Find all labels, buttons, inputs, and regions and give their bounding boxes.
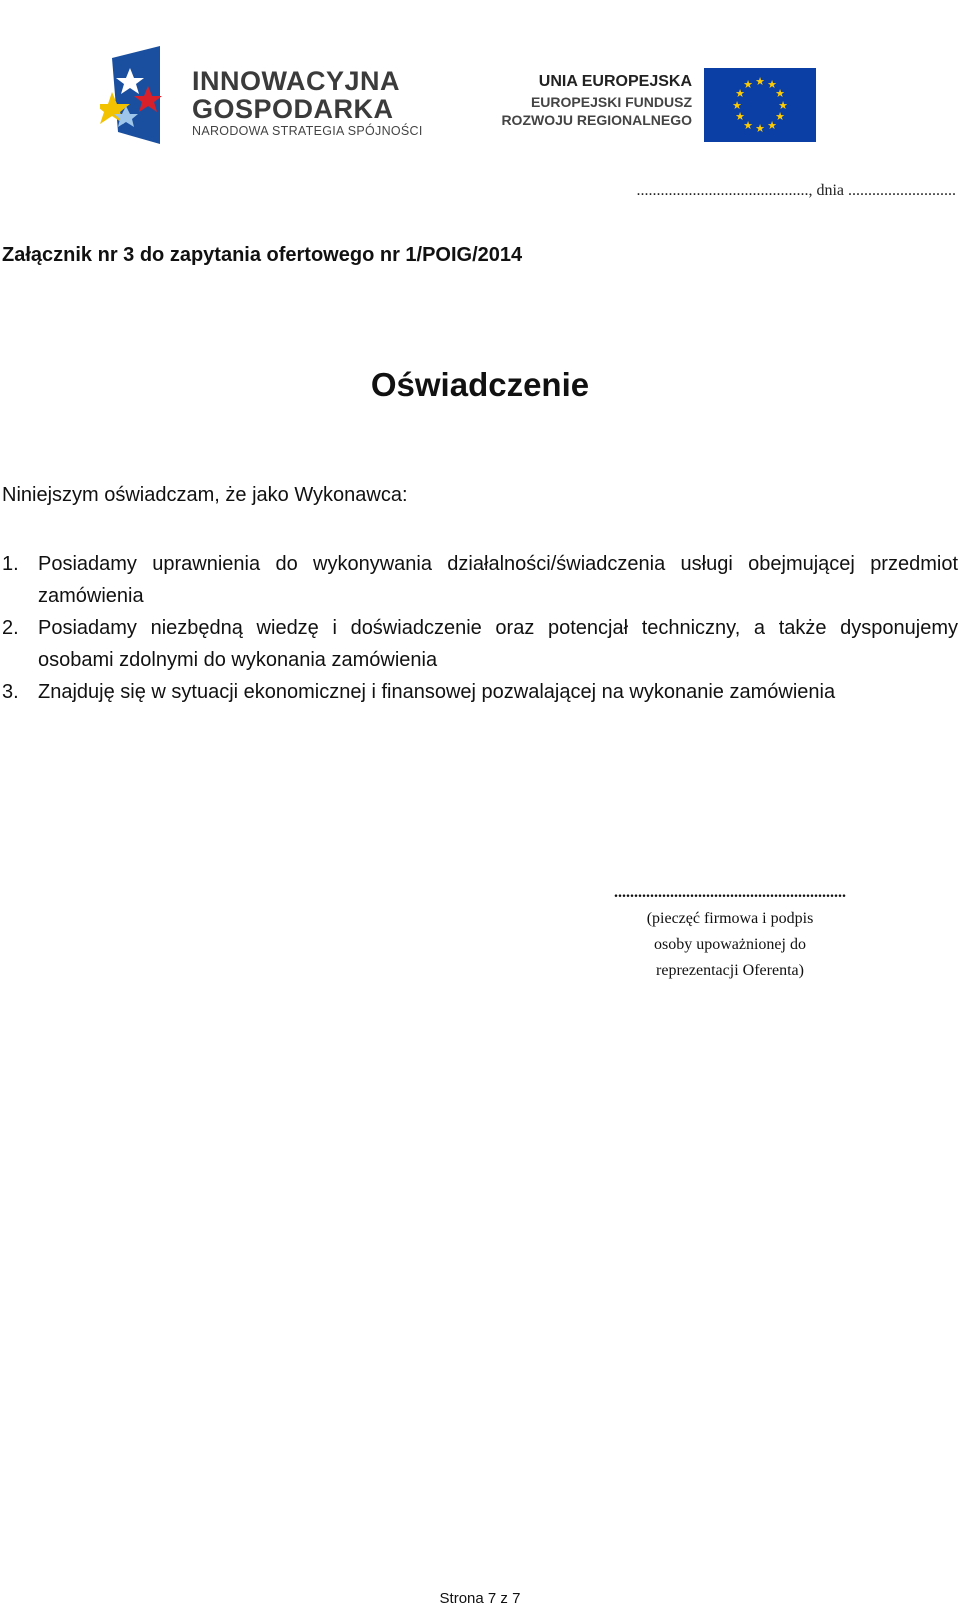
signature-caption-line2: osoby upoważnionej do [654, 936, 806, 953]
svg-text:★: ★ [743, 78, 753, 91]
signature-block [560, 884, 900, 984]
logo-ig-line3: NARODOWA STRATEGIA SPÓJNOŚCI [192, 124, 423, 138]
svg-text:★: ★ [775, 110, 785, 123]
unia-europejska-logo [501, 68, 824, 148]
item-number: 3. [2, 681, 19, 703]
annex-title: Załącznik nr 3 do zapytania ofertowego nr 1/POIG/2014 [2, 244, 523, 266]
svg-text:★: ★ [743, 119, 753, 132]
logo-ue-line1: UNIA EUROPEJSKA [538, 73, 692, 90]
item-text: Posiadamy niezbędną wiedzę i doświadczenie oraz potencjał techniczny, a także dysponujemy osobami zdolnymi do wykonania zamówienia [38, 617, 958, 671]
svg-text:★: ★ [732, 99, 742, 112]
document-title: Oświadczenie [370, 366, 590, 403]
place-date-line: ..........................................., dnia ........................... [636, 182, 956, 199]
item-number: 2. [2, 617, 19, 639]
declaration-item-1 [2, 548, 958, 612]
item-number: 1. [2, 553, 19, 575]
logo-ig-line2: GOSPODARKA [192, 94, 394, 124]
page-number: Strona 7 z 7 [439, 1590, 521, 1607]
svg-text:★: ★ [755, 75, 765, 88]
svg-text:★: ★ [735, 110, 745, 123]
signature-caption-line3: reprezentacji Oferenta) [656, 962, 804, 979]
svg-text:★: ★ [778, 99, 788, 112]
item-text: Posiadamy uprawnienia do wykonywania działalności/świadczenia usługi obejmującej przedmiot zamówienia [38, 553, 958, 607]
item-text: Znajduję się w sytuacji ekonomicznej i finansowej pozwalającej na wykonanie zamówienia [38, 681, 836, 703]
svg-text:★: ★ [755, 122, 765, 135]
svg-text:★: ★ [735, 87, 745, 100]
signature-line: .......................................................... [614, 884, 846, 901]
innowacyjna-gospodarka-emblem-icon [100, 46, 164, 146]
eu-flag-icon [704, 68, 816, 142]
logo-ue-line2: EUROPEJSKI FUNDUSZ [530, 94, 692, 110]
svg-text:★: ★ [767, 119, 777, 132]
logo-ue-line3: ROZWOJU REGIONALNEGO [501, 112, 692, 128]
svg-text:★: ★ [767, 78, 777, 91]
intro-text: Niniejszym oświadczam, że jako Wykonawca: [2, 484, 408, 506]
declaration-item-3 [2, 676, 958, 708]
declaration-item-2 [2, 612, 958, 676]
logo-ig-line1: INNOWACYJNA [192, 66, 401, 96]
signature-caption-line1: (pieczęć firmowa i podpis [646, 910, 814, 927]
declaration-list [2, 548, 958, 708]
innowacyjna-gospodarka-logo [100, 44, 423, 154]
svg-text:★: ★ [775, 87, 785, 100]
